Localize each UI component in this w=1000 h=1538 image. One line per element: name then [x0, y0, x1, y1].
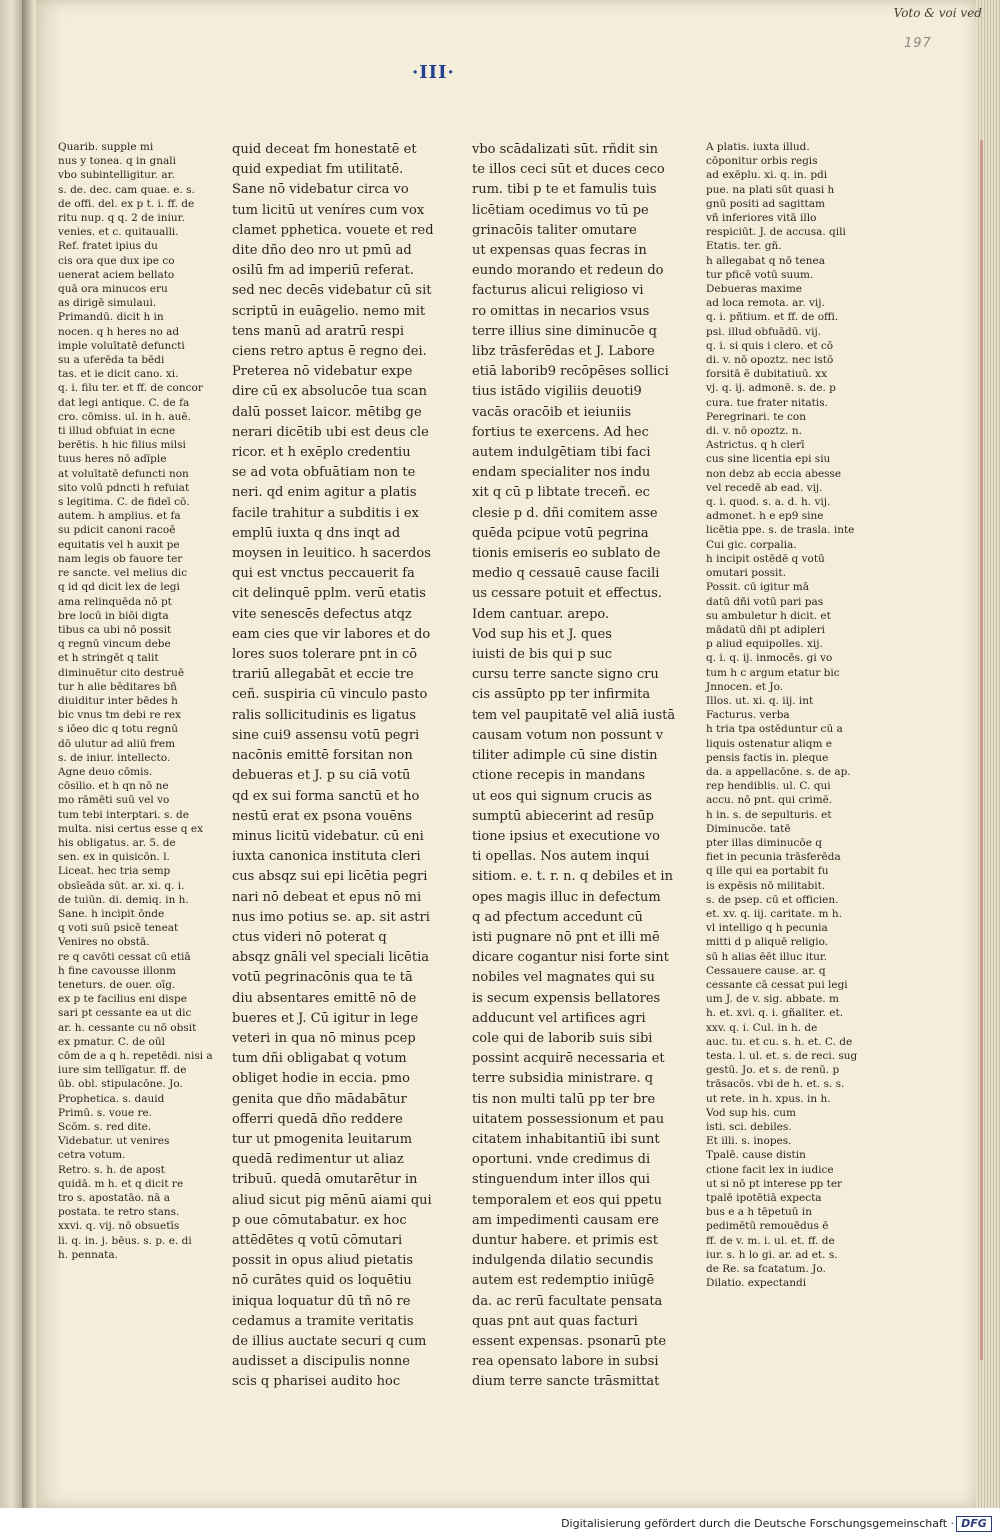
text-line: cetra votum. — [58, 1149, 126, 1162]
text-line: aliud sicut pig mēnū aiami qui — [232, 1192, 432, 1208]
text-line: ama relinquēda nō pt — [58, 595, 172, 608]
text-line: Ref. fratet ipius du — [58, 240, 158, 253]
text-line: multa. nisi certus esse q ex — [58, 822, 203, 835]
text-line: cro. cōmiss. ul. in h. auē. — [58, 410, 191, 423]
text-line: nus y tonea. q in gnali — [58, 155, 176, 168]
text-line: di. v. nō opoztz. n. — [706, 425, 802, 438]
text-line: tas. et ie dicit cano. xi. — [58, 368, 179, 381]
text-line: tum licitū ut veníres cum vox — [232, 202, 425, 218]
text-line: adducunt vel artifices agri — [472, 1010, 646, 1026]
text-line: s iōeo dic q totu regnū — [58, 723, 178, 736]
text-line: accu. nō pnt. qui crimē. — [706, 794, 833, 807]
text-line: h. et. xvi. q. i. gñaliter. et. — [706, 1007, 844, 1020]
text-line: eundo morando et redeun do — [472, 263, 664, 279]
text-line: tione ipsius et executione vo — [472, 828, 660, 844]
book-gutter — [22, 0, 36, 1538]
text-line: licētiam ocedimus vo tū pe — [472, 202, 649, 218]
text-line: de offi. del. ex p t. i. ff. de — [58, 197, 195, 210]
text-line: ar. h. cessante cu nō obsit — [58, 1021, 197, 1034]
text-line: autem est redemptio iniūgē — [472, 1273, 655, 1289]
text-line: Primū. s. voue re. — [58, 1106, 153, 1119]
text-line: vel recedē ab ead. vij. — [706, 481, 823, 494]
text-line: da. ac rerū facultate pensata — [472, 1293, 663, 1309]
text-line: opes magis illuc in defectum — [472, 889, 661, 905]
text-line: A platis. iuxta illud. — [706, 141, 810, 153]
text-line: terre illius sine diminucōe q — [472, 323, 657, 339]
text-line: et. xv. q. iij. caritate. m h. — [706, 907, 842, 920]
text-line: ut eos qui signum crucis as — [472, 788, 652, 804]
text-line: xit q cū p libtate treceñ. ec — [472, 485, 650, 501]
text-line: postata. te retro stans. — [58, 1206, 180, 1219]
text-line: offerri quedā dño reddere — [232, 1111, 403, 1127]
text-line: vj. q. ij. admonē. s. de. p — [706, 382, 836, 395]
text-line: quid expediat fm utilitatē. — [232, 162, 404, 178]
text-line: debueras et J. p su ciā votū — [232, 768, 411, 784]
text-line: obliget hodie in eccia. pmo — [232, 1071, 410, 1087]
text-line: citatem inhabitantiū ibi sunt — [472, 1131, 660, 1147]
text-line: Dilatio. expectandi — [706, 1277, 807, 1290]
text-line: ff. de v. m. i. ul. et. ff. de — [706, 1234, 835, 1247]
text-line: terre subsidia ministrare. q — [472, 1071, 654, 1087]
text-line: Tpalē. cause distin — [706, 1149, 806, 1162]
text-line: q. i. si quis i clero. et cō — [706, 339, 834, 352]
text-line: as dirigē simulaui. — [58, 297, 157, 310]
text-line: datū dñi votū pari pas — [706, 595, 824, 608]
text-line: tribuū. quedā omutarētur in — [232, 1172, 418, 1188]
text-line: quas pnt aut quas facturi — [472, 1313, 638, 1329]
text-line: Idem cantuar. arepo. — [472, 606, 610, 622]
text-line: Astrictus. q h clerī — [706, 439, 805, 452]
text-line: de illius auctate securi q cum — [232, 1333, 427, 1349]
text-line: s. de psep. cū et officien. — [706, 893, 839, 906]
text-line: lores suos tolerare pnt in cō — [232, 647, 418, 663]
text-line: trariū allegabāt et eccie tre — [232, 667, 414, 683]
text-line: absqz gnāli vel speciali licētia — [232, 950, 430, 966]
text-line: h tria tpa ostēduntur cū a — [706, 723, 843, 736]
text-line: possint acquirē necessaria et — [472, 1051, 665, 1067]
text-line: diu absentares emittē nō de — [232, 990, 417, 1006]
text-line: auc. tu. et cu. s. h. et. C. de — [706, 1035, 853, 1048]
text-line: vacās oracōib et ieiuniis — [472, 404, 632, 420]
text-line: q. i. quod. s. a. d. h. vij. — [706, 496, 831, 509]
text-line: gestū. Jo. et s. de renū. p — [706, 1064, 840, 1077]
text-line: quedā redimentur ut aliaz — [232, 1152, 404, 1168]
text-line: ricor. et h exēplo credentiu — [232, 445, 411, 461]
text-line: ut si nō pt interese pp ter — [706, 1177, 843, 1190]
text-line: q id qd dicit lex de legi — [58, 581, 180, 594]
previous-page-edge — [0, 0, 22, 1538]
text-line: cōm de a q h. repetēdi. nisi a — [58, 1050, 213, 1062]
text-line: q ad pfectum accedunt cū — [472, 909, 643, 925]
text-line: venies. et c. quitaualli. — [58, 226, 179, 239]
text-line: Sane. h incipit ōnde — [58, 907, 165, 920]
text-line: Agne deuo cōmis. — [58, 765, 153, 778]
text-line: fiet in pecunia trāsferēda — [706, 851, 841, 864]
text-line: essent expensas. psonarū pte — [472, 1333, 667, 1349]
text-line: quid deceat fm honestatē et — [232, 142, 417, 157]
text-line: quēda pcipue votū pegrina — [472, 525, 649, 541]
text-line: respiciūt. J. de accusa. qili — [706, 226, 846, 239]
text-line: nus imo potius se. ap. sit astri — [232, 909, 430, 925]
text-line: moysen in leuitico. h sacerdos — [232, 546, 431, 562]
text-line: quidā. m h. et q dicit re — [58, 1177, 184, 1190]
text-line: ut expensas quas fecras in — [472, 243, 647, 259]
text-line: clesie p d. dñi comitem asse — [472, 505, 658, 521]
text-line: tpalē ipotētiā expecta — [706, 1192, 822, 1205]
text-line: Prophetica. s. dauid — [58, 1092, 165, 1105]
text-line: his obligatus. ar. 5. de — [58, 836, 176, 849]
text-line: dium terre sancte trāsmittat — [472, 1374, 660, 1390]
text-line: di. v. nō opoztz. nec istō — [706, 354, 834, 367]
text-line: te illos ceci sūt et duces ceco — [472, 162, 665, 178]
text-line: forsitā ē dubitatiuū. xx — [706, 368, 828, 381]
text-line: su ambuletur h dicit. et — [706, 609, 831, 622]
text-line: tens manū ad aratrū respi — [232, 323, 404, 339]
text-line: tum h c argum etatur bic — [706, 666, 840, 679]
text-line: trāsacōs. vbi de h. et. s. s. — [706, 1078, 845, 1091]
text-line: admonet. h e ep9 sine — [706, 510, 824, 523]
footer-credit: Digitalisierung gefördert durch die Deutsche Forschungsgemeinschaft · — [561, 1517, 954, 1530]
text-line: nō curātes quid os loquētiu — [232, 1273, 412, 1289]
text-line: ralis sollicitudinis es ligatus — [232, 707, 417, 723]
text-line: duntur habere. et primis est — [472, 1232, 658, 1248]
text-line: de tuiūn. di. demiq. in h. — [58, 893, 189, 906]
folio-number: 197 — [904, 36, 932, 51]
text-line: stinguendum inter illos qui — [472, 1172, 651, 1188]
text-line: iniqua loquatur dū tñ nō re — [232, 1293, 411, 1309]
text-line: scriptū in euāgelio. nemo mit — [232, 303, 426, 319]
text-line: s legitima. C. de fideī cō. — [58, 496, 190, 509]
text-line: s. de iniur. intellecto. — [58, 751, 171, 764]
text-line: Possit. cū igitur mā — [706, 581, 809, 594]
text-line: bre locū in biōi digta — [58, 609, 169, 622]
text-line: sed nec decēs videbatur cū sit — [232, 283, 432, 299]
text-line: gnū positi ad sagittam — [706, 197, 825, 210]
text-line: ad exēplu. xi. q. in. pdi — [706, 169, 828, 182]
text-line: q. i. q. ij. inmocēs. gi vo — [706, 652, 833, 665]
text-line: ctus videri nō poterat q — [232, 929, 387, 945]
text-line: cus absqz sui epi licētia pegri — [232, 869, 428, 885]
text-line: li. q. in. j. bēus. s. p. e. di — [58, 1234, 192, 1247]
text-line: non debz ab eccia abesse — [706, 467, 842, 480]
gloss-column-right — [706, 140, 858, 1290]
text-line: autem indulgētiam tibi faci — [472, 445, 651, 461]
text-line: scis q pharisei audito hoc — [232, 1374, 401, 1390]
text-line: fortius te exercens. Ad hec — [472, 424, 649, 440]
text-line: dire cū ex absolucōe tua scan — [232, 384, 428, 400]
text-line: cōsilio. et h qn nō ne — [58, 780, 169, 793]
text-line: re sancte. vel melius dic — [58, 567, 188, 580]
text-line: ceñ. suspiria cū vinculo pasto — [232, 687, 428, 703]
text-line: uenerat aciem bellato — [58, 268, 175, 281]
text-line: ad loca remota. ar. vij. — [706, 297, 825, 310]
text-line: nacōnis emittē forsitan non — [232, 748, 413, 764]
text-line: Etatis. ter. gñ. — [706, 240, 782, 253]
text-line: nari nō debeat et epus nō mi — [232, 889, 422, 905]
text-line: sen. ex in quisicōn. l. — [58, 851, 170, 864]
red-edge-mark — [980, 140, 983, 1360]
text-line: tur h alie bēditares bñ — [58, 680, 177, 693]
text-line: h. pennata. — [58, 1248, 118, 1261]
text-line: nam legis ob fauore ter — [58, 552, 183, 565]
text-line: rum. tibi p te et famulis tuis — [472, 182, 657, 198]
running-head: ·III· — [412, 62, 455, 83]
text-line: bic vnus tm debi re rex — [58, 709, 182, 722]
text-line: ti illud obfuiat in ecne — [58, 425, 176, 438]
text-line: sito volū pdncti h refuiat — [58, 481, 190, 494]
text-line: ctione facit lex in iudice — [706, 1163, 834, 1176]
text-line: obsīeāda sūt. ar. xi. q. i. — [58, 879, 185, 892]
text-line: xxvi. q. vij. nō obsuetīs — [58, 1220, 180, 1233]
text-line: Illos. ut. xi. q. iij. int — [706, 694, 814, 707]
text-line: Videbatur. ut venires — [58, 1135, 170, 1148]
text-line: ciens retro aptus ē regno dei. — [232, 344, 427, 360]
text-line: qd ex sui forma sanctū et ho — [232, 788, 420, 804]
text-line: equitatis vel h auxit pe — [58, 538, 180, 551]
page-fore-edge — [976, 0, 1000, 1508]
text-line: mitti d p aliquē religio. — [706, 936, 829, 949]
text-line: diminuētur cito destruē — [58, 666, 185, 679]
text-line: imple voluītatē defuncti — [58, 339, 185, 352]
text-line: sitiom. e. t. r. n. q debiles et in — [472, 869, 673, 885]
text-line: iure sim tellīgatur. ff. de — [58, 1064, 187, 1077]
text-line: Liceat. hec tria semp — [58, 865, 171, 878]
text-line: cōponitur orbis regis — [706, 155, 818, 168]
text-line: Peregrinari. te con — [706, 410, 806, 423]
text-line: ritu nup. q q. 2 de iniur. — [58, 212, 185, 225]
text-line: da. a appellacōne. s. de ap. — [706, 765, 851, 778]
text-line: diuiditur inter bēdes h — [58, 694, 178, 707]
text-line: su a uferēda ta bēdi — [58, 354, 165, 367]
text-line: q. i. filu ter. et ff. de concor — [58, 382, 203, 395]
text-line: mādatū dñi pt adipleri — [706, 623, 825, 636]
text-line: pedimētū remouēdus ē — [706, 1220, 829, 1233]
text-line: isti pugnare nō pnt et illi mē — [472, 929, 660, 945]
text-line: h allegabat q nō tenea — [706, 254, 825, 267]
text-line: p oue cōmutabatur. ex hoc — [232, 1212, 407, 1228]
text-line: Retro. s. h. de apost — [58, 1163, 165, 1176]
text-line: Debueras maxime — [706, 283, 803, 296]
text-line: bueres et J. Cū igitur in lege — [232, 1010, 419, 1026]
text-line: et h stringēt q talit — [58, 652, 159, 665]
text-line: ti opellas. Nos autem inqui — [472, 849, 650, 865]
text-line: dō ulutur ad aliū frem — [58, 737, 176, 750]
text-line: Preterea nō videbatur expe — [232, 364, 413, 380]
text-line: indulgenda dilatio secundis — [472, 1253, 654, 1269]
text-line: tro s. apostatāo. nā a — [58, 1192, 171, 1205]
text-line: mo rāmēti suū vel vo — [58, 794, 170, 807]
text-line: cis ora que dux ipe co — [58, 254, 175, 267]
text-line: iuisti de bis qui p suc — [472, 647, 613, 663]
text-line: iuxta canonica instituta cleri — [232, 849, 421, 865]
text-line: vbo scādalizati sūt. rñdit sin — [472, 142, 658, 157]
text-line: possit in opus aliud pietatis — [232, 1253, 414, 1269]
text-line: isti. sci. debiles. — [706, 1121, 792, 1134]
text-line: cursu terre sancte signo cru — [472, 667, 659, 683]
text-line: pensis factis in. pleque — [706, 751, 829, 764]
text-line: cura. tue frater nitatis. — [706, 396, 828, 409]
text-line: tibus ca ubi nō possit — [58, 623, 172, 636]
text-line: ut rete. in h. xpus. in h. — [706, 1092, 831, 1105]
gloss-column-left — [58, 140, 213, 1262]
text-line: pue. na plati sūt quasi h — [706, 183, 835, 196]
text-line: sari pt cessante ea ut dic — [58, 1007, 192, 1020]
text-line: audisset a discipulis nonne — [232, 1354, 410, 1370]
text-line: omutari possit. — [706, 567, 786, 580]
text-line: re q cavōti cessat cū etiā — [58, 950, 191, 963]
text-line: Sane nō videbatur circa vo — [232, 182, 409, 198]
text-line: berētis. h hic filius milsi — [58, 439, 186, 452]
text-line: tionis emiseris eo sublato de — [472, 546, 661, 562]
text-line: Jnnocen. et Jo. — [706, 680, 784, 693]
text-line: Scōm. s. red dite. — [58, 1121, 152, 1134]
text-line: vite senescēs defectus atqz — [232, 606, 412, 622]
text-line: nobiles vel magnates qui su — [472, 970, 655, 986]
text-line: Vod sup his et J. ques — [472, 626, 612, 642]
text-line: tius istādo vigiliis deuoti9 — [472, 384, 642, 400]
text-line: quā ora minucos eru — [58, 283, 168, 296]
text-line: medio q cessauē cause facili — [472, 566, 660, 582]
text-line: Venires no obstā. — [58, 936, 150, 949]
text-line: vñ inferiores vitā illo — [706, 212, 817, 225]
text-line: clamet pphetica. vouete et red — [232, 222, 434, 238]
text-line: iur. s. h lo gi. ar. ad et. s. — [706, 1248, 838, 1261]
text-line: ctione recepis in mandans — [472, 768, 646, 784]
text-line: tum dñi obligabat q votum — [232, 1051, 407, 1067]
text-line: minus licitū videbatur. cū eni — [232, 828, 424, 844]
text-line: q regnū vincum debe — [58, 638, 171, 651]
text-line: dat legi antique. C. de fa — [58, 396, 190, 409]
text-line: veteri in qua nō minus pcep — [232, 1030, 416, 1046]
text-line: liquis ostenatur aliqm e — [706, 737, 832, 750]
text-line: sine cui9 assensu votū pegri — [232, 727, 420, 743]
text-line: neri. qd enim agitur a platis — [232, 485, 417, 501]
text-line: facturus alicui religioso vi — [472, 283, 644, 299]
text-line: tem vel paupitatē vel aliā iustā — [472, 707, 676, 723]
text-line: rep hendiblis. ul. C. qui — [706, 780, 831, 793]
text-line: dite dño deo nro ut pmū ad — [232, 243, 412, 259]
text-line: tiliter adimple cū sine distin — [472, 748, 658, 764]
text-line: us cessare potuit et effectus. — [472, 586, 662, 602]
text-line: cis assūpto pp ter infirmita — [472, 687, 651, 703]
text-line: nocen. q h heres no ad — [58, 325, 180, 338]
margin-note: Voto & voi ved — [893, 6, 982, 20]
text-line: testa. l. ul. et. s. de reci. sug — [706, 1050, 858, 1062]
text-line: at voluītatē defuncti non — [58, 467, 189, 480]
text-line: cus sine licentia epi siu — [706, 453, 831, 466]
text-line: dicare cogantur nisi forte sint — [472, 950, 669, 966]
text-line: Quarib. supple mi — [58, 141, 154, 153]
text-line: Cessauere cause. ar. q — [706, 964, 826, 977]
text-line: cedamus a tramite veritatis — [232, 1313, 414, 1329]
text-line: h incipit ostēdē q votū — [706, 552, 825, 565]
text-line: q. i. pñtium. et ff. de offi. — [706, 311, 839, 324]
text-line: eam cies que vir labores et do — [232, 626, 431, 642]
text-line: psi. illud obfuādū. vij. — [706, 325, 822, 338]
text-line: bus e a h tēpetuū in — [706, 1206, 813, 1219]
text-line: nestū erat ex psona vouēns — [232, 808, 412, 824]
text-line: Facturus. verba — [706, 709, 790, 722]
text-line: cessante cā cessat pui legi — [706, 978, 848, 991]
text-line: libz trāsferēdas et J. Labore — [472, 344, 655, 360]
text-line: uitatem possessionum et pau — [472, 1111, 665, 1127]
text-line: causam votum non possunt v — [472, 727, 664, 743]
text-line: rea opensato labore in subsi — [472, 1354, 659, 1370]
text-line: cit delinquē pplm. verū etatis — [232, 586, 426, 602]
text-line: etiā laborib9 recōpēses sollici — [472, 364, 669, 380]
text-line: osilū fm ad imperiū referat. — [232, 263, 414, 279]
text-line: attēdētes q votū cōmutari — [232, 1232, 403, 1248]
text-line: pter illas diminucōe q — [706, 836, 822, 849]
text-line: s. de. dec. cam quae. e. s. — [58, 183, 195, 196]
text-line: se ad vota obfuātiam non te — [232, 465, 416, 481]
text-line: facile trahitur a subditis i ex — [232, 505, 419, 521]
text-line: ex p te facilius eni dispe — [58, 993, 187, 1006]
text-line: Diminucōe. tatē — [706, 822, 791, 835]
text-line: ex pmatur. C. de oūl — [58, 1035, 165, 1048]
text-line: p aliud equipolles. xij. — [706, 638, 823, 651]
text-line: h fine cavousse illonm — [58, 964, 177, 977]
text-line: grinacōis taliter omutare — [472, 222, 637, 238]
text-line: q voti suū psicē teneat — [58, 922, 179, 935]
text-line: licētia ppe. s. de trasla. inte — [706, 524, 855, 537]
text-line: sumptū abiecerint ad resūp — [472, 808, 654, 824]
text-line: teneturs. de ouer. oīg. — [58, 978, 176, 991]
text-line: am impedimenti causam ere — [472, 1212, 659, 1228]
text-line: um J. de v. sig. abbate. m — [706, 993, 839, 1006]
text-line: cole qui de laborib suis sibi — [472, 1030, 653, 1046]
text-line: Et illi. s. inopes. — [706, 1135, 792, 1148]
text-line: dalū posset laicor. mētibg ge — [232, 404, 422, 420]
text-line: vbo subintelligitur. ar. — [58, 169, 175, 182]
text-line: votū pegrinacōnis qua te tā — [232, 970, 413, 986]
text-line: q ille qui ea portabit fu — [706, 865, 829, 878]
dfg-logo: DFG — [956, 1516, 992, 1532]
text-line: autem. h amplius. et fa — [58, 510, 181, 523]
text-line: ro omittas in necarios vsus — [472, 303, 650, 319]
text-column-2 — [472, 140, 676, 1393]
text-line: endam specialiter nos indu — [472, 465, 651, 481]
text-line: h in. s. de sepulturis. et — [706, 808, 832, 821]
text-line: is secum expensis bellatores — [472, 990, 661, 1006]
text-line: tis non multi talū pp ter bre — [472, 1091, 656, 1107]
text-line: oportuni. vnde credimus di — [472, 1152, 651, 1168]
text-line: emplū iuxta q dns inqt ad — [232, 525, 401, 541]
text-line: xxv. q. i. Cul. in h. de — [706, 1021, 818, 1034]
text-line: Cui gic. corpalia. — [706, 538, 797, 551]
text-column-1 — [232, 140, 442, 1393]
text-line: tur pficē votū suum. — [706, 268, 814, 281]
text-line: temporalem et eos qui ppetu — [472, 1192, 662, 1208]
text-line: is expēsis nō militabit. — [706, 879, 826, 892]
text-line: genita que dño mādabātur — [232, 1091, 407, 1107]
text-line: Vod sup his. cum — [706, 1106, 796, 1119]
text-line: de Re. sa fcatatum. Jo. — [706, 1263, 826, 1276]
text-line: Primandū. dicit h in — [58, 311, 164, 324]
text-line: ūb. obl. stipulacōne. Jo. — [58, 1078, 183, 1091]
footer-bar — [0, 1508, 1000, 1538]
text-line: su pdicit canoni racoē — [58, 524, 176, 537]
text-line: tum tebi interptari. s. de — [58, 808, 189, 821]
text-line: sū h alias ēēt illuc itur. — [706, 950, 828, 963]
text-line: tur ut pmogenita leuitarum — [232, 1131, 413, 1147]
text-line: tuus heres nō adīple — [58, 453, 167, 466]
text-line: qui est vnctus peccauerit fa — [232, 566, 415, 582]
text-line: nerari dicētib ubi est deus cle — [232, 424, 429, 440]
text-line: vl intelligo q h pecunia — [706, 922, 828, 935]
